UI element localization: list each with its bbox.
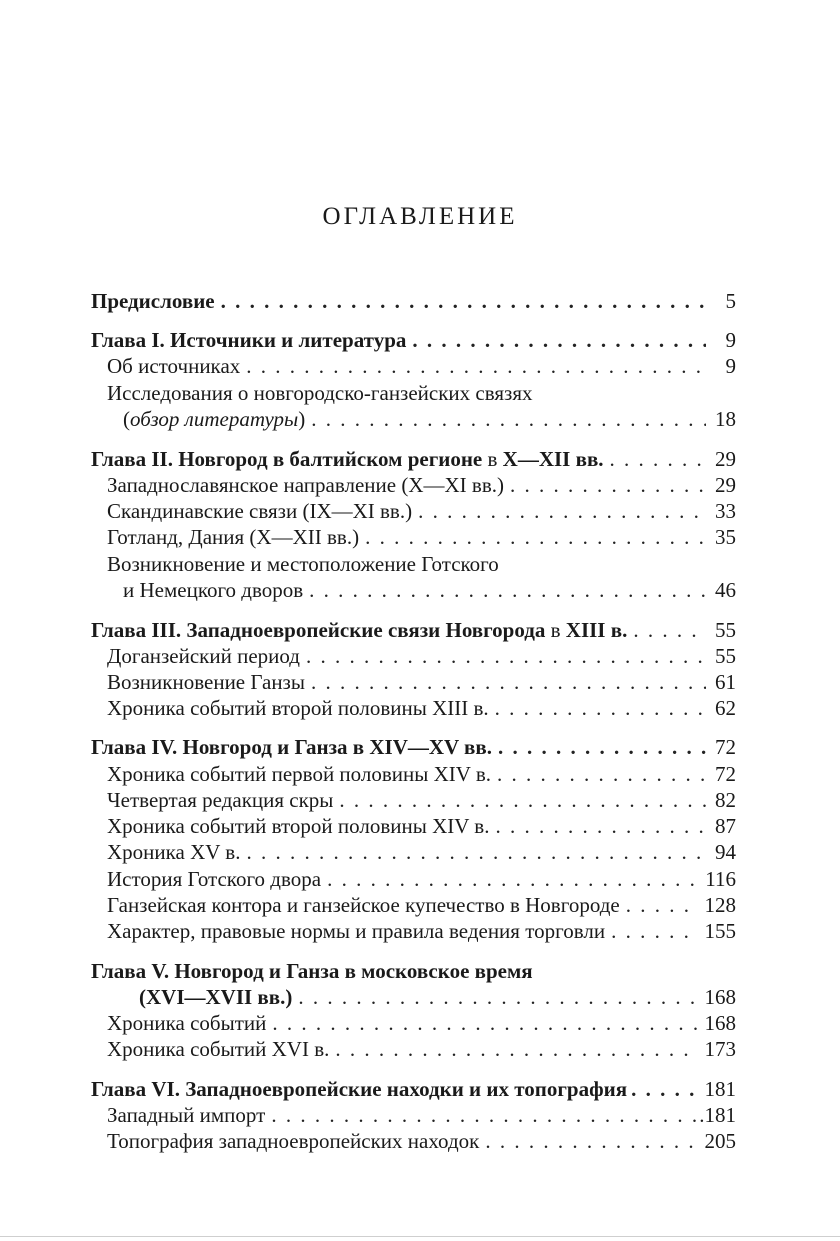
toc-entry-label: Четвертая редакция скры bbox=[107, 788, 334, 812]
toc-entry-label: Предисловие bbox=[91, 289, 215, 313]
toc-entry-chronicle[interactable] bbox=[107, 1010, 736, 1036]
toc-page-number: 168 bbox=[704, 1011, 736, 1035]
toc-entry-chronicle-14a[interactable] bbox=[107, 761, 736, 787]
toc-page-number: 5 bbox=[725, 289, 736, 313]
leader-dots bbox=[272, 1010, 698, 1036]
toc-entry-label bbox=[91, 617, 627, 643]
toc-entry-gotland[interactable] bbox=[107, 524, 736, 550]
toc-entry-chapter-5-line1[interactable] bbox=[91, 958, 736, 984]
toc-page-number: 33 bbox=[715, 499, 736, 523]
toc-page-number: 55 bbox=[715, 644, 736, 668]
paren-open: ( bbox=[123, 407, 130, 431]
toc-page-number: 94 bbox=[715, 840, 736, 864]
toc-page-number: 9 bbox=[725, 354, 736, 378]
leader-dots bbox=[246, 353, 706, 379]
toc-entry-courts-line2[interactable] bbox=[123, 577, 736, 603]
italic-label: обзор литературы bbox=[130, 407, 299, 431]
leader-dots bbox=[495, 695, 706, 721]
toc-entry-label: История Готского двора bbox=[107, 867, 322, 891]
leader-dots bbox=[611, 918, 698, 944]
toc-entry-label bbox=[91, 446, 604, 472]
toc-entry-sources[interactable] bbox=[107, 353, 736, 379]
leader-dots bbox=[311, 406, 706, 432]
page-edge-divider bbox=[0, 1236, 840, 1237]
leader-dots bbox=[339, 787, 706, 813]
leader-dots bbox=[610, 446, 706, 472]
label-bold-2: XIII в. bbox=[565, 618, 628, 642]
leader-dots bbox=[335, 1036, 698, 1062]
toc-entry-label: Западный импорт bbox=[107, 1103, 266, 1127]
toc-entry-label: Глава V. Новгород и Ганза в московское время bbox=[91, 959, 533, 983]
toc-page-number: 29 bbox=[715, 473, 736, 497]
toc-entry-label: Об источниках bbox=[107, 354, 241, 378]
toc-entry-import[interactable] bbox=[107, 1102, 736, 1128]
toc-page-number: 72 bbox=[715, 735, 736, 759]
toc-page-number: 116 bbox=[705, 867, 736, 891]
leader-dots bbox=[246, 839, 706, 865]
toc-entry-label: Хроника XV в. bbox=[107, 840, 241, 864]
leader-dots bbox=[309, 577, 706, 603]
paren-close: ) bbox=[298, 407, 306, 431]
toc-entry-label: Скандинавские связи (IX—XI вв.) bbox=[107, 499, 413, 523]
toc-entry-label: Возникновение и местоположение Готского bbox=[107, 552, 499, 576]
toc-entry-label: Хроника событий bbox=[107, 1011, 267, 1035]
toc-page-number: 87 bbox=[715, 814, 736, 838]
leader-dots bbox=[498, 734, 706, 760]
toc-entry-label: Глава IV. Новгород и Ганза в XIV—XV вв. bbox=[91, 735, 492, 759]
toc-entry-label: Доганзейский период bbox=[107, 644, 300, 668]
toc-page-number: 205 bbox=[704, 1129, 736, 1153]
toc-entry-hansa-origin[interactable] bbox=[107, 669, 736, 695]
toc-page-number: 173 bbox=[704, 1037, 736, 1061]
leader-dots bbox=[495, 813, 706, 839]
toc-page-number: .181 bbox=[699, 1103, 736, 1127]
leader-dots bbox=[298, 984, 698, 1010]
toc-entry-chapter-1[interactable] bbox=[91, 327, 736, 353]
toc-entry-research-line1[interactable] bbox=[107, 380, 736, 406]
toc-entry-preface[interactable] bbox=[91, 288, 736, 314]
toc-entry-chronicle-13[interactable] bbox=[107, 695, 736, 721]
toc-page-number: 155 bbox=[704, 919, 736, 943]
leader-dots bbox=[497, 761, 706, 787]
toc-page-number: 29 bbox=[715, 447, 736, 471]
toc-page-number: 181 bbox=[704, 1077, 736, 1101]
leader-dots bbox=[633, 617, 706, 643]
toc-entry-label: Возникновение Ганзы bbox=[107, 670, 305, 694]
toc-entry-label: Готланд, Дания (X—XII вв.) bbox=[107, 525, 360, 549]
toc-page-number: 128 bbox=[704, 893, 736, 917]
leader-dots bbox=[306, 643, 706, 669]
toc-page-number: 55 bbox=[715, 618, 736, 642]
toc-entry-chronicle-15[interactable] bbox=[107, 839, 736, 865]
leader-dots bbox=[365, 524, 706, 550]
toc-entry-trade-rules[interactable] bbox=[107, 918, 736, 944]
leader-dots bbox=[485, 1128, 698, 1154]
toc-entry-chapter-4[interactable] bbox=[91, 734, 736, 760]
toc-page-number: 61 bbox=[715, 670, 736, 694]
toc-entry-label: Глава I. Источники и литература bbox=[91, 328, 407, 352]
toc-entry-chapter-2[interactable] bbox=[91, 446, 736, 472]
toc-entry-label: Западнославянское направление (X—XI вв.) bbox=[107, 473, 504, 497]
toc-entry-label: Хроника событий второй половины XIII в. bbox=[107, 696, 489, 720]
leader-dots bbox=[510, 472, 706, 498]
toc-entry-label: Характер, правовые нормы и правила ведения торговли bbox=[107, 919, 606, 943]
leader-dots bbox=[311, 669, 706, 695]
toc-entry-label: Хроника событий XVI в. bbox=[107, 1037, 330, 1061]
toc-entry-prehanseatic[interactable] bbox=[107, 643, 736, 669]
label-bold-2: X—XII вв. bbox=[502, 447, 604, 471]
toc-page-number: 82 bbox=[715, 788, 736, 812]
toc-entry-chronicle-14b[interactable] bbox=[107, 813, 736, 839]
leader-dots bbox=[271, 1102, 699, 1128]
toc-entry-label: Исследования о новгородско-ганзейских связях bbox=[107, 381, 533, 405]
label-bold: Глава II. Новгород в балтийском регионе bbox=[91, 447, 483, 471]
toc-page-number: 18 bbox=[715, 407, 736, 431]
toc-entry-scandinavian[interactable] bbox=[107, 498, 736, 524]
toc-page-number: 35 bbox=[715, 525, 736, 549]
toc-entry-chapter-3[interactable] bbox=[91, 617, 736, 643]
toc-page-number: 72 bbox=[715, 762, 736, 786]
leader-dots bbox=[412, 327, 706, 353]
toc-entry-label: Топография западноевропейских находок bbox=[107, 1129, 480, 1153]
toc-entry-label bbox=[123, 406, 305, 432]
toc-entry-westslavic[interactable] bbox=[107, 472, 736, 498]
leader-dots bbox=[418, 498, 706, 524]
toc-entry-skra[interactable] bbox=[107, 787, 736, 813]
toc-entry-research-line2[interactable] bbox=[123, 406, 736, 432]
toc-entry-chronicle-16[interactable] bbox=[107, 1036, 736, 1062]
leader-dots bbox=[631, 1076, 700, 1102]
toc-entry-label: Глава VI. Западноевропейские находки и их топография bbox=[91, 1077, 628, 1101]
toc-entry-label: Ганзейская контора и ганзейское купечество в Новгороде bbox=[107, 893, 620, 917]
leader-dots bbox=[221, 288, 706, 314]
toc-entry-label: (XVI—XVII вв.) bbox=[139, 985, 293, 1009]
toc-page-number: 9 bbox=[725, 328, 736, 352]
toc-entry-courts-line1[interactable] bbox=[107, 551, 736, 577]
label-bold: Глава III. Западноевропейские связи Новгорода bbox=[91, 618, 546, 642]
toc-entry-chapter-6[interactable] bbox=[91, 1076, 736, 1102]
toc-entry-kontor[interactable] bbox=[107, 892, 736, 918]
leader-dots bbox=[626, 892, 699, 918]
toc-entry-label: Хроника событий первой половины XIV в. bbox=[107, 762, 491, 786]
toc-entry-gothic-court[interactable] bbox=[107, 866, 736, 892]
leader-dots bbox=[327, 866, 699, 892]
label-normal: в bbox=[482, 447, 503, 471]
toc-page-number: 168 bbox=[704, 985, 736, 1009]
toc-entry-label: и Немецкого дворов bbox=[123, 578, 304, 602]
page-title: ОГЛАВЛЕНИЕ bbox=[322, 203, 518, 230]
label-normal: в bbox=[545, 618, 566, 642]
toc-entry-chapter-5-line2[interactable] bbox=[139, 984, 736, 1010]
toc-page-number: 46 bbox=[715, 578, 736, 602]
toc-entry-label: Хроника событий второй половины XIV в. bbox=[107, 814, 490, 838]
toc-page-number: 62 bbox=[715, 696, 736, 720]
toc-entry-topography[interactable] bbox=[107, 1128, 736, 1154]
